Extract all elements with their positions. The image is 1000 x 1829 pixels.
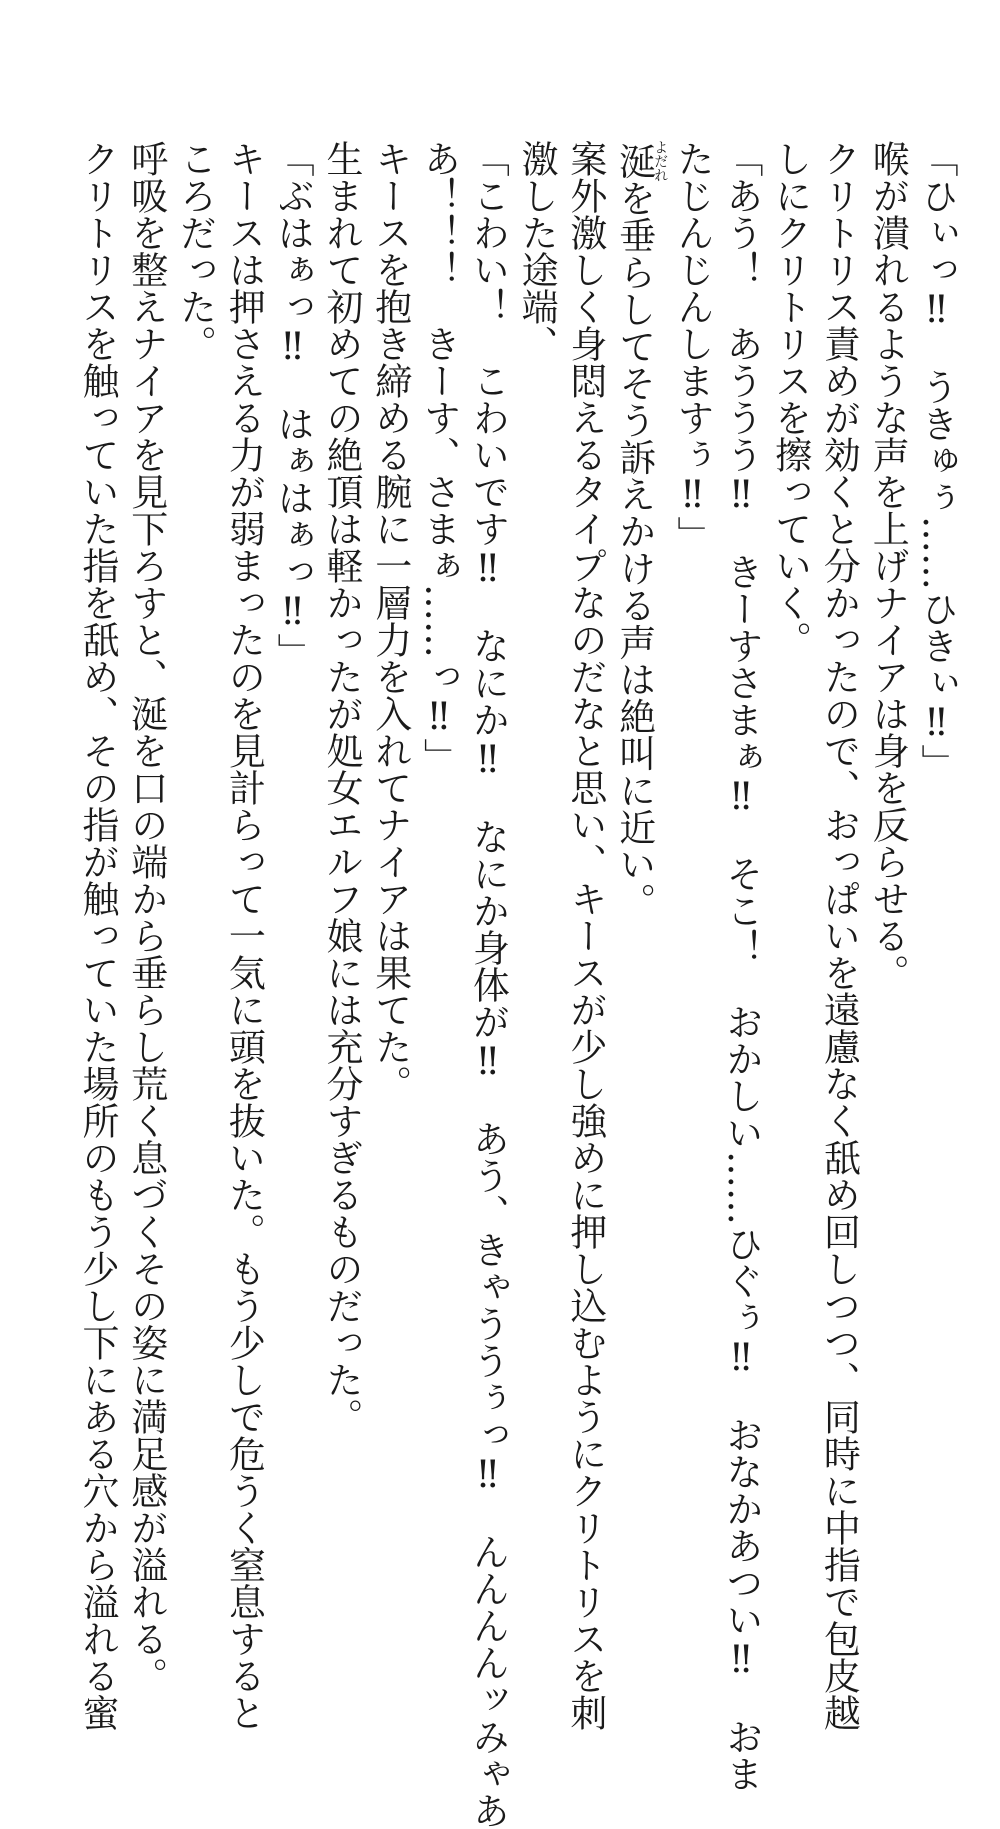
vertical-text-body <box>75 140 960 1829</box>
ruby-base: 涎 <box>612 140 656 182</box>
text-line-4: しにクリトリスを擦っていく。 <box>768 140 812 658</box>
text-line-3: クリトリス責めが効くと分かったので、おっぱいを遠慮なく舐め回しつつ、同時に中指で包皮越 <box>817 140 861 1731</box>
ruby-reading: よだれ <box>652 140 669 182</box>
text-line-16: ころだった。 <box>173 140 217 362</box>
text-line-7-after: を垂らしてそう訴えかける声は絶叫に近い。 <box>612 179 656 920</box>
text-line-12: キースを抱き締める腕に一層力を入れてナイアは果てた。 <box>368 140 412 1102</box>
furigana-yodare <box>612 140 669 182</box>
text-line-14: 「ぶはぁっ‼ はぁはぁっ‼」 <box>271 140 315 670</box>
text-line-18: クリトリスを触っていた指を舐め、その指が触っていた場所のもう少し下にある穴から溢れる蜜 <box>75 140 119 1731</box>
text-line-15: キースは押さえる力が弱まったのを見計らって一気に頭を抜いた。もう少しで危うく窒息すると <box>222 140 266 1731</box>
text-line-2: 喉が潰れるような声を上げナイアは身を反らせる。 <box>866 140 910 991</box>
text-line-17: 呼吸を整えナイアを見下ろすと、涎を口の端から垂らし荒く息づくその姿に満足感が溢れる。 <box>124 140 168 1694</box>
text-line-7 <box>609 140 667 1410</box>
text-line-10: 「こわい！ こわいです‼ なにか‼ なにか身体が‼ あう、きゃううぅっ‼ んんんんッみゃあ <box>466 140 510 1829</box>
text-line-9: 激した途端、 <box>515 140 559 362</box>
text-line-5: 「あう！ あううう‼ きーすさまぁ‼ そこ！ おかしい……ひぐぅ‼ おなかあつい‼ おま <box>719 140 763 1792</box>
text-line-8: 案外激しく身悶えるタイプなのだなと思い、キースが少し強めに押し込むようにクリトリスを刺 <box>563 140 607 1731</box>
text-line-11: あ！！！ きーす、さまぁ……っ‼」 <box>417 140 461 775</box>
text-line-6: たじんじんしますぅ‼」 <box>671 140 715 553</box>
text-line-1: 「ひぃっ‼ うきゅぅ……ひきぃ‼」 <box>915 140 958 781</box>
text-line-13: 生まれて初めての絶頂は軽かったが処女エルフ娘には充分すぎるものだった。 <box>319 140 363 1435</box>
